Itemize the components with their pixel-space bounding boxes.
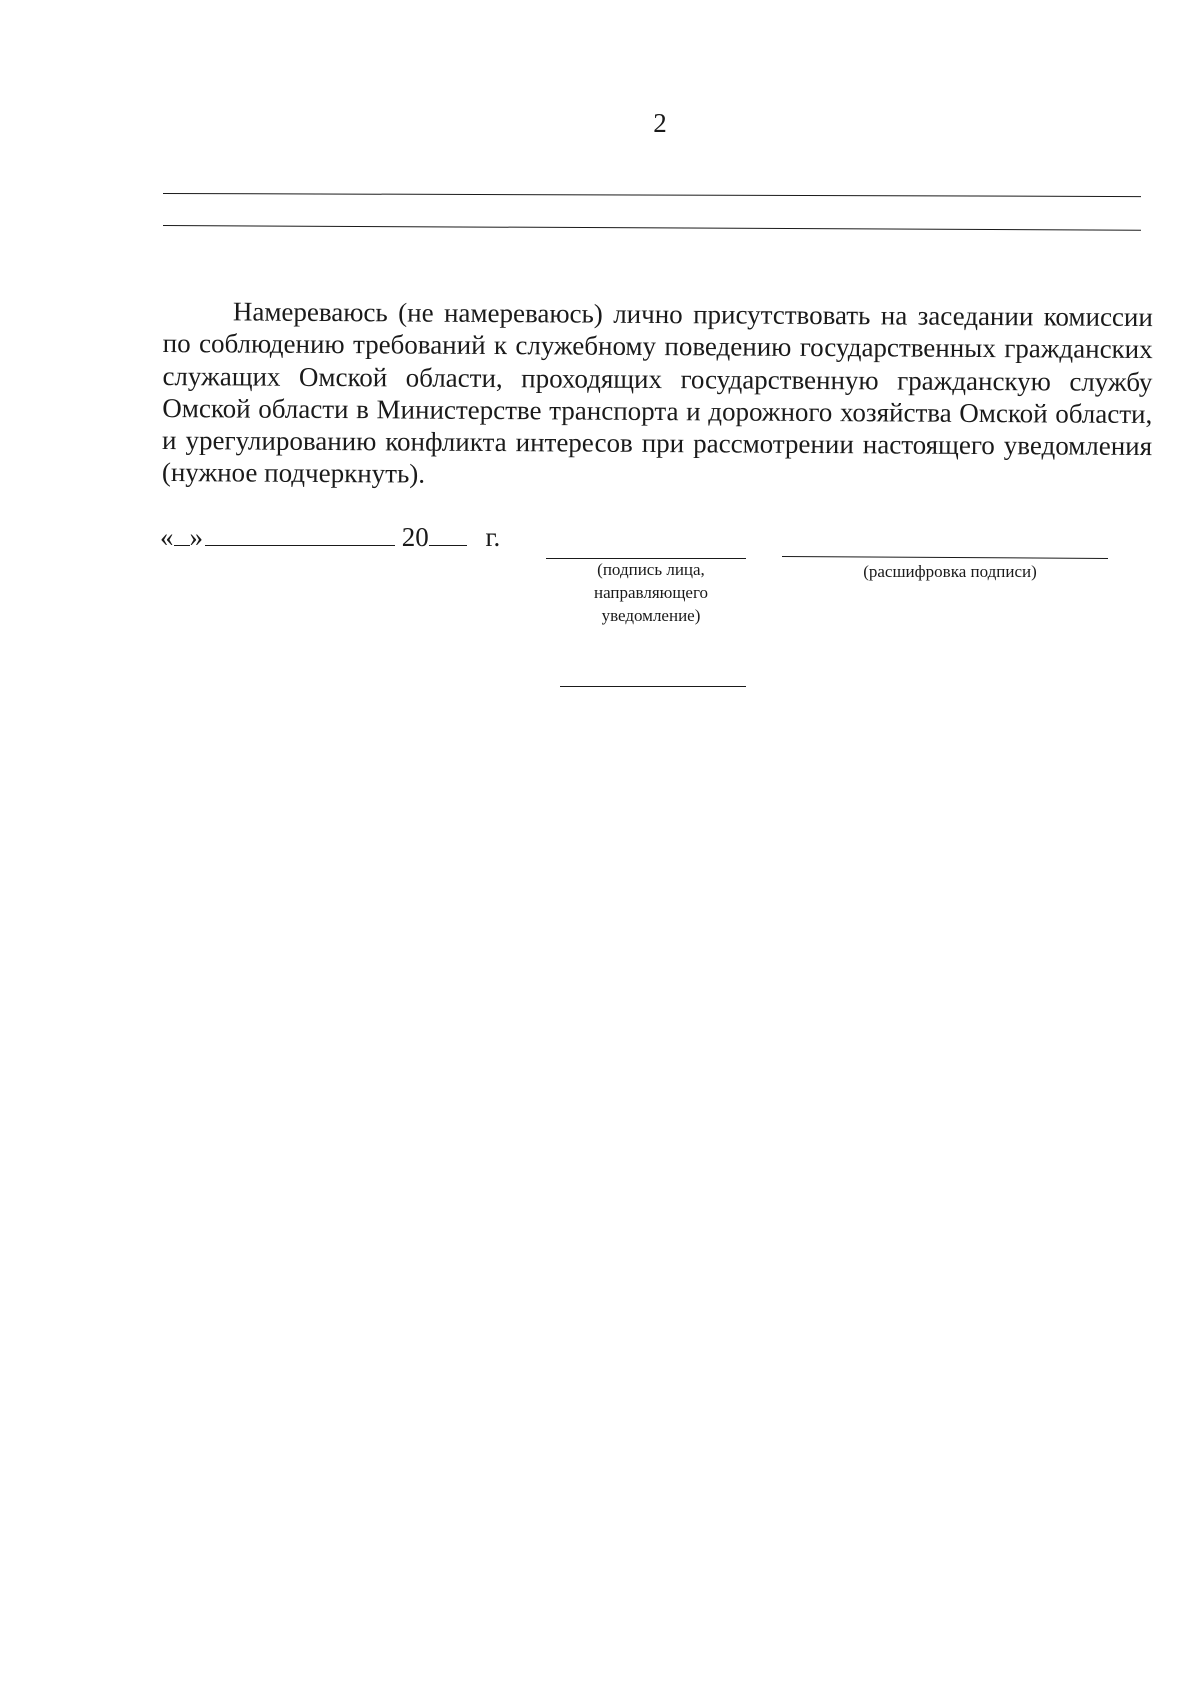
open-quote: « — [160, 522, 174, 552]
date-row — [160, 522, 500, 553]
day-blank — [174, 523, 190, 546]
intention-paragraph: Намереваюсь (не намереваюсь) лично присутствовать на заседании комиссии по соблюдению требований к служебному поведению государственных гражданских служащих Омской области, проходящих государственную гражданскую службу Омской области в Министерстве транспорта и дорожного хозяйства Омской области, и урегулированию конфликта интересов при рассмотрении настоящего уведомления (нужное подчеркнуть). — [161, 296, 1153, 490]
blank-line — [163, 193, 1141, 197]
decoding-caption: (расшифровка подписи) — [863, 562, 1037, 581]
year-blank — [429, 523, 467, 546]
signature-caption: (подпись лица, направляющего уведомление) — [593, 560, 709, 625]
month-blank — [205, 523, 395, 546]
blank-line — [163, 225, 1141, 231]
signature-decoding-line — [782, 556, 1108, 559]
year-suffix: г. — [485, 522, 501, 552]
year-prefix: 20 — [401, 522, 429, 552]
page-number: 2 — [653, 108, 667, 138]
close-quote: » — [189, 522, 203, 552]
end-line — [560, 686, 746, 687]
